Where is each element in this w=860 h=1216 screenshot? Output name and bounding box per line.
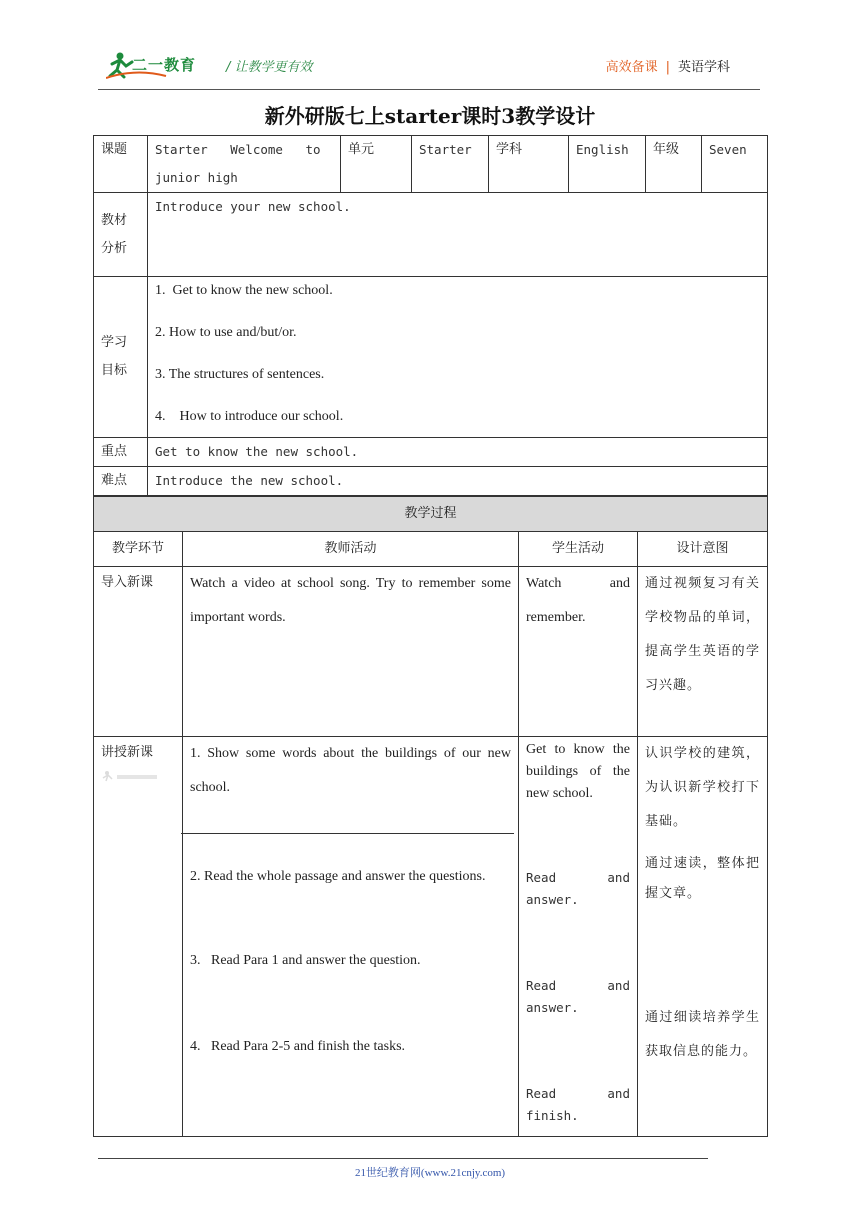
table-row xyxy=(94,277,768,438)
analysis-label xyxy=(94,193,148,277)
goal-item: 1. Get to know the new school. xyxy=(155,283,333,298)
header-divider xyxy=(98,89,760,90)
difficult-point-label: 难点 xyxy=(94,467,148,496)
process-heading: 教学过程 xyxy=(94,497,768,532)
intro-teacher-activity: Watch a video at school song. Try to remember some important words. xyxy=(183,567,519,737)
table-row xyxy=(94,467,768,496)
slogan: / 让教学更有效 xyxy=(226,60,313,75)
analysis-value: Introduce your new school. xyxy=(148,193,768,277)
teach-teacher-step-2: 2. Read the whole passage and answer the questions. xyxy=(190,869,486,884)
goals-label xyxy=(94,277,148,438)
grade-value: Seven xyxy=(702,136,768,193)
course-info-table xyxy=(93,135,768,496)
table-row xyxy=(94,497,768,532)
teach-student-step-4: Read and finish. xyxy=(526,1086,630,1123)
teach-teacher-activity xyxy=(183,737,519,1137)
teach-student-activity xyxy=(519,737,638,1137)
column-header-stage: 教学环节 xyxy=(94,532,183,567)
topic-line-1: Starter Welcome to xyxy=(155,142,321,157)
analysis-label-line-1: 教材 xyxy=(101,212,128,228)
goal-item: 4. How to introduce our school. xyxy=(155,409,344,424)
teach-teacher-step-4: 4. Read Para 2-5 and finish the tasks. xyxy=(190,1039,406,1054)
table-row xyxy=(94,136,768,193)
subject-tag xyxy=(606,56,730,75)
teach-student-step-2: Read and answer. xyxy=(526,870,630,907)
topic-line-2: junior high xyxy=(155,170,238,185)
learning-goals xyxy=(148,277,768,438)
goals-label-line-2: 目标 xyxy=(101,363,128,378)
intro-stage: 导入新课 xyxy=(94,567,183,737)
table-row xyxy=(94,567,768,737)
table-row xyxy=(94,737,768,1137)
teach-design-intent xyxy=(638,737,768,1137)
goals-label-line-1: 学习 xyxy=(101,335,128,350)
column-header-teacher: 教师活动 xyxy=(183,532,519,567)
subject-label: 学科 xyxy=(489,136,569,193)
column-header-student: 学生活动 xyxy=(519,532,638,567)
topic-value xyxy=(148,136,341,193)
teach-stage-label: 讲授新课 xyxy=(101,745,154,760)
intro-student-activity: Watch and remember. xyxy=(519,567,638,737)
teach-intent-3: 通过细读培养学生获取信息的能力。 xyxy=(645,1010,761,1059)
column-header-intent: 设计意图 xyxy=(638,532,768,567)
page-header xyxy=(98,46,760,90)
key-point-label: 重点 xyxy=(94,438,148,467)
intro-design-intent: 通过视频复习有关学校物品的单词，提高学生英语的学习兴趣。 xyxy=(638,567,768,737)
table-row xyxy=(94,438,768,467)
goal-item: 2. How to use and/but/or. xyxy=(155,325,297,340)
teach-student-step-3: Read and answer. xyxy=(526,978,630,1015)
watermark-logo-icon xyxy=(101,770,161,784)
unit-label: 单元 xyxy=(341,136,412,193)
footer-divider xyxy=(98,1158,708,1159)
teach-teacher-step-3: 3. Read Para 1 and answer the question. xyxy=(190,953,421,968)
tag-left: 高效备课 xyxy=(605,60,658,75)
teach-stage xyxy=(94,737,183,1137)
grade-label: 年级 xyxy=(646,136,702,193)
teach-intent-1: 认识学校的建筑，为认识新学校打下基础。 xyxy=(645,746,761,829)
table-row xyxy=(94,193,768,277)
key-point-value: Get to know the new school. xyxy=(148,438,768,467)
difficult-point-value: Introduce the new school. xyxy=(148,467,768,496)
footer-source: 21世纪教育网(www.21cnjy.com) xyxy=(354,1167,506,1179)
goal-item: 3. The structures of sentences. xyxy=(155,367,325,382)
analysis-label-line-2: 分析 xyxy=(101,240,128,256)
topic-label: 课题 xyxy=(94,136,148,193)
logo-text: 二一教育 xyxy=(132,56,197,74)
document-title: 新外研版七上starter课时3教学设计 xyxy=(264,104,596,128)
table-row xyxy=(94,532,768,567)
subject-value: English xyxy=(569,136,646,193)
unit-value: Starter xyxy=(412,136,489,193)
teach-teacher-step-1: 1. Show some words about the buildings of our new school. xyxy=(190,746,511,795)
tag-right: 英语学科 xyxy=(677,60,730,75)
teach-intent-2: 通过速读，整体把握文章。 xyxy=(645,856,761,901)
teaching-process-table xyxy=(93,496,768,1137)
teach-student-step-1: Get to know the buildings of the new school. xyxy=(526,742,630,801)
tag-separator: | xyxy=(665,60,670,75)
